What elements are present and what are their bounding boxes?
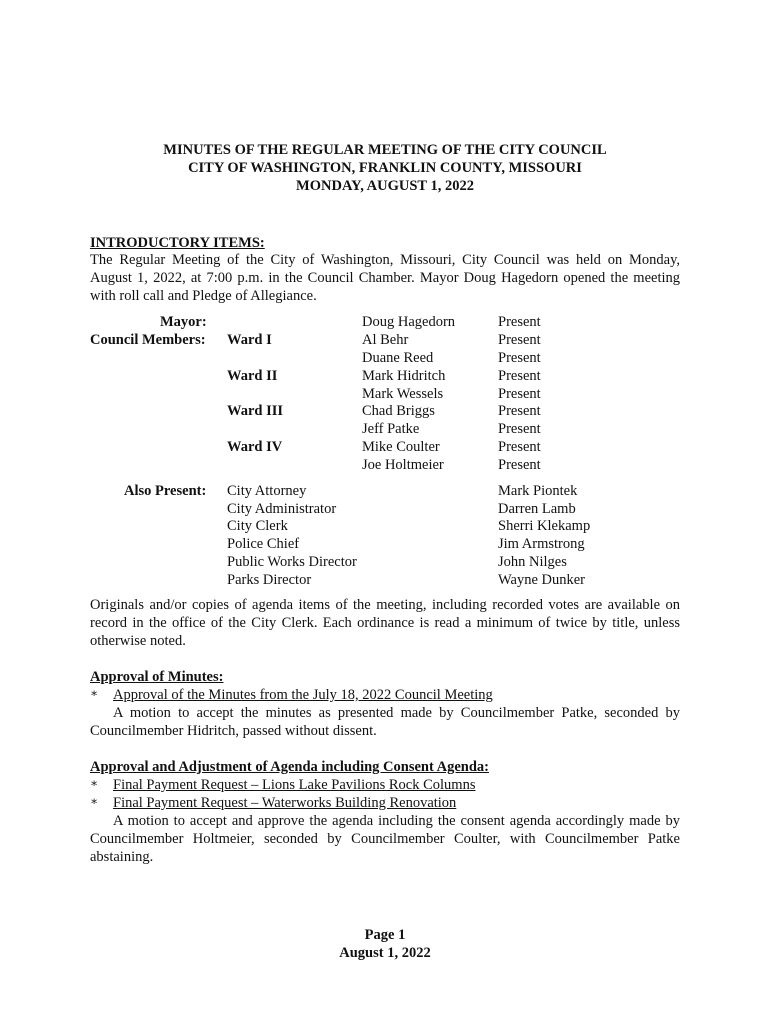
attendance-status: Present <box>498 439 541 455</box>
bullet-icon: ∗ <box>90 794 99 808</box>
staff-title: City Clerk <box>227 518 288 534</box>
bullet-icon: ∗ <box>90 776 99 790</box>
attendance-status: Present <box>498 350 541 366</box>
member-name: Joe Holtmeier <box>362 457 444 473</box>
attendance-status: Present <box>498 457 541 473</box>
ward-label: Ward I <box>227 332 272 348</box>
attendance-status: Present <box>498 403 541 419</box>
minutes-item: Approval of the Minutes from the July 18, 2022 Council Meeting <box>113 687 493 703</box>
agenda-item: Final Payment Request – Lions Lake Pavilions Rock Columns <box>113 777 476 793</box>
staff-name: Mark Piontek <box>498 483 578 499</box>
mayor-label: Mayor: <box>160 314 207 330</box>
staff-title: Public Works Director <box>227 554 357 570</box>
member-name: Chad Briggs <box>362 403 435 419</box>
also-present-label: Also Present: <box>124 483 207 499</box>
attendance-status: Present <box>498 368 541 384</box>
intro-paragraph: The Regular Meeting of the City of Washington, Missouri, City Council was held on Monday, August 1, 2022, at 7:00 p.m. in the Council Chamber. Mayor Doug Hagedorn opened the meeting with roll call and Pledge of Allegiance. <box>90 252 680 304</box>
staff-title: City Attorney <box>227 483 307 499</box>
ward-label: Ward III <box>227 403 284 419</box>
bullet-icon: ∗ <box>90 686 99 700</box>
intro-heading: INTRODUCTORY ITEMS: <box>90 235 265 251</box>
attendance-status: Present <box>498 421 541 437</box>
title-line-1: MINUTES OF THE REGULAR MEETING OF THE CITY COUNCIL <box>163 142 607 158</box>
member-name: Mike Coulter <box>362 439 440 455</box>
member-name: Doug Hagedorn <box>362 314 456 330</box>
minutes-motion-paragraph: A motion to accept the minutes as presented made by Councilmember Patke, seconded by Councilmember Hidritch, passed without dissent. <box>90 705 680 739</box>
ward-label: Ward IV <box>227 439 283 455</box>
staff-name: John Nilges <box>498 554 567 570</box>
agenda-heading: Approval and Adjustment of Agenda including Consent Agenda: <box>90 759 489 775</box>
member-name: Mark Wessels <box>362 386 444 402</box>
member-name: Jeff Patke <box>362 421 420 437</box>
staff-name: Darren Lamb <box>498 501 576 517</box>
title-line-3: MONDAY, AUGUST 1, 2022 <box>296 178 474 194</box>
attendance-status: Present <box>498 332 541 348</box>
member-name: Al Behr <box>362 332 409 348</box>
member-name: Duane Reed <box>362 350 434 366</box>
originals-paragraph: Originals and/or copies of agenda items of the meeting, including recorded votes are available on record in the office of the City Clerk. Each ordinance is read a minimum of twice by title, unless otherwise noted. <box>90 597 680 649</box>
attendance-status: Present <box>498 314 541 330</box>
staff-name: Sherri Klekamp <box>498 518 591 534</box>
staff-name: Wayne Dunker <box>498 572 586 588</box>
ward-label: Ward II <box>227 368 278 384</box>
agenda-item: Final Payment Request – Waterworks Building Renovation <box>113 795 457 811</box>
member-name: Mark Hidritch <box>362 368 446 384</box>
title-line-2: CITY OF WASHINGTON, FRANKLIN COUNTY, MISSOURI <box>188 160 582 176</box>
agenda-motion-paragraph: A motion to accept and approve the agenda including the consent agenda accordingly made by Councilmember Holtmeier, seconded by Councilmember Coulter, with Councilmember Patke abstaining. <box>90 813 680 865</box>
staff-title: Police Chief <box>227 536 300 552</box>
approval-minutes-heading: Approval of Minutes: <box>90 669 224 685</box>
page-number: Page 1 <box>364 927 406 943</box>
staff-title: Parks Director <box>227 572 312 588</box>
attendance-status: Present <box>498 386 541 402</box>
staff-title: City Administrator <box>227 501 337 517</box>
staff-name: Jim Armstrong <box>498 536 585 552</box>
footer-date: August 1, 2022 <box>339 945 431 961</box>
council-label: Council Members: <box>90 332 206 348</box>
